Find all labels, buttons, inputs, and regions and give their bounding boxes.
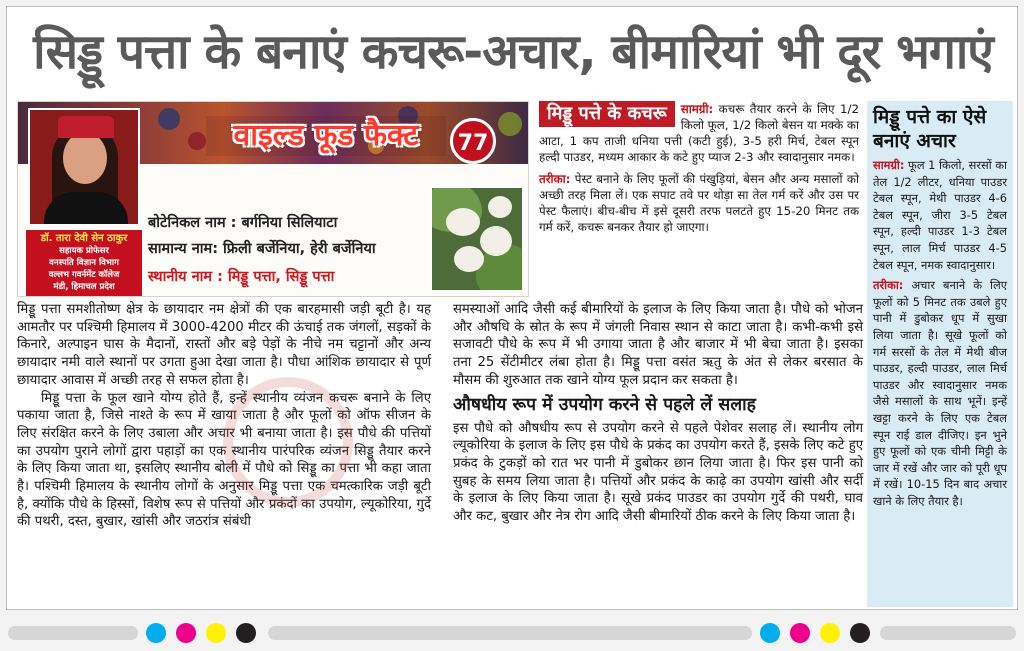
magenta-mark (790, 623, 810, 643)
article-paragraph-1: मिड्डू पत्ता समशीतोष्ण क्षेत्र के छायादार नम क्षेत्रों की एक बारहमासी जड़ी बूटी है। यह आमतौर पर पश्चिमी हिमालय में 3000-4200 मीटर की ऊंचाई तक जंगलों, सड़कों के किनारे, अल्पाइन घास के मैदानों, रास्तों और बड़े पेड़ों के नीचे नम चट्टानों और अन्य छायादार नमी वाले स्थानों पर उगता हुआ देखा जाता है। पौधा आंशिक छायादार से पूर्ण छायादार आवास में अच्छी तरह से सफल होता है। (17, 302, 431, 388)
author-department: वनस्पति विज्ञान विभाग (49, 258, 119, 268)
black-mark (850, 623, 870, 643)
local-name: स्थानीय नाम : मिड्डू पत्ता, सिड्डू पत्ता (148, 269, 335, 285)
botanical-name: बोटेनिकल नाम : बर्गनिया सिलियाटा (148, 215, 338, 231)
kachru-title: मिड्डू पत्ते के कचरू (539, 101, 675, 127)
achar-ingredients: फूल 1 किलो, सरसों का तेल 1/2 लीटर, धनिया पाउडर टेबल स्पून, मेथी पाउडर 4-6 टेबल स्पून, जीरा 3-5 टेबल स्पून, हल्दी पाउडर 1-3 टेबल स्पून, लाल मिर्च पाउडर 4-5 टेबल स्पून, नमक स्वादानुसार। (873, 158, 1008, 272)
kachru-method-label: तरीका: (539, 172, 571, 186)
common-name: सामान्य नाम: फ्रिली बर्जेनिया, हेरी बर्जेनिया (148, 241, 376, 257)
series-number-badge: 77 (450, 118, 496, 164)
headline: सिड्डू पत्ता के बनाएं कचरू-अचार, बीमारियां भी दूर भगाएं (33, 24, 993, 80)
article-column-2 (453, 301, 863, 526)
achar-ingredients-label: सामग्री: (873, 158, 905, 172)
author-name: डॉ. तारा देवी सेन ठाकुर (40, 233, 128, 244)
author-location: मंडी, हिमाचल प्रदेश (53, 282, 115, 292)
cyan-mark (760, 623, 780, 643)
achar-method: अचार बनाने के लिए फूलों को 5 मिनट तक उबले हुए पानी में डुबोकर धूप में सुखा लिया जाता है। सूखे फूलों को गर्म सरसों के तेल में मेथी बीज पाउडर, हल्दी पाउडर, लाल मिर्च पाउडर और स्वादानुसार नमक जैसे मसालों के साथ भूनें। इन्हें खट्टा करने के लिए एक टेबल स्पून राई डाल दीजिए। इन भुने हुए फूलों को एक चीनी मिट्टी के जार में रखें और जार को पूरी धूप में रखें। 10-15 दिन बाद अचार खाने के लिए तैयार है। (873, 278, 1007, 508)
magenta-mark (176, 623, 196, 643)
black-mark (236, 623, 256, 643)
kachru-ingredients-label: सामग्री: (680, 102, 714, 116)
kachru-recipe (539, 101, 859, 297)
author-college: वल्लभ गवर्नमेंट कॉलेज (48, 270, 120, 280)
newspaper-page (6, 6, 1018, 610)
print-registration-strip (0, 618, 1024, 648)
gray-bar (8, 626, 138, 640)
series-title: वाइल्ड फूड फैक्ट (206, 116, 446, 156)
achar-sidebar (867, 101, 1013, 607)
author-photo (28, 108, 140, 226)
article-subheading: औषधीय रूप में उपयोग करने से पहले लें सलाह (453, 394, 756, 415)
yellow-mark (206, 623, 226, 643)
achar-method-label: तरीका: (873, 278, 904, 293)
author-credit (26, 230, 142, 296)
gray-bar (880, 626, 1016, 640)
kachru-method: पेस्ट बनाने के लिए फूलों की पंखुड़ियां, बेसन और अन्य मसालों को अच्छी तरह मिला लें। एक सपाट तवे पर थोड़ा सा तेल गर्म करें और उस पर पेस्ट फैलाएं। बीच-बीच में इसे दूसरी तरफ पलटते हुए 15-20 मिनट तक गर्म करें, कचरू बनकर तैयार हो जाएगा। (539, 172, 859, 234)
gray-bar (268, 626, 752, 640)
yellow-mark (820, 623, 840, 643)
article-paragraph-3: समस्याओं आदि जैसी कई बीमारियों के इलाज के लिए किया जाता है। पौधे को भोजन और औषधि के स्रोत के रूप में जंगली निवास स्थान से काटा जाता है। कभी-कभी इसे सजावटी पौधे के रूप में भी उगाया जाता है और बाजार में भी बेचा जाता है। इसका तना 25 सेंटीमीटर लंबा होता है। मिड्डू पत्ता वसंत ऋतु के अंत से लेकर बरसात के मौसम की शुरुआत तक खाने योग्य फूल प्रदान कर सकता है। (453, 302, 863, 388)
flower-photo (430, 186, 524, 292)
kachru-ingredients: कचरू तैयार करने के लिए 1/2 किलो फूल, 1/2 किलो बेसन या मक्के का आटा, 1 कप ताजी धनिया पत्ती (कटी हुई), 3-5 हरी मिर्च, टेबल स्पून हल्दी पाउडर, मध्यम आकार के कटे हुए प्याज 2-3 और स्वादानुसार नमक। (539, 102, 859, 164)
cyan-mark (146, 623, 166, 643)
article-paragraph-4: इस पौधे को औषधीय रूप से उपयोग करने से पहले पेशेवर सलाह लें। स्थानीय लोग ल्यूकोरिया के इलाज के लिए इस पौधे के प्रकंद का उपयोग करते हैं, इसके लिए कटे हुए प्रकंद के टुकड़ों को रात भर पानी में डुबोकर छान लिया जाता है। फिर इस पानी को सुबह के समय लिया जाता है। पत्तियों और प्रकंद के काढ़े का उपयोग खांसी और सर्दी के इलाज के लिए किया जाता है। सूखे प्रकंद पाउडर का उपयोग गुर्दे की पथरी, घाव और कट, बुखार और नेत्र रोग आदि जैसी बीमारियों ठीक करने के लिए किया जाता है। (453, 420, 863, 525)
wild-food-banner (17, 101, 529, 297)
article-paragraph-2: मिड्डू पत्ता के फूल खाने योग्य होते हैं, इन्हें स्थानीय व्यंजन कचरू बनाने के लिए पकाया जाता है, जिसे नाश्ते के रूप में खाया जाता है और फूलों को ऑफ सीजन के लिए संरक्षित करने के लिए उबाला और अचार भी बनाया जाता है। इस पौधे की पत्तियों का उपयोग पुराने लोगों द्वारा पहाड़ों का एक स्थानीय पारंपरिक व्यंजन सिड्डू तैयार करने के लिए किया जाता था, इसलिए स्थानीय बोली में पौधे को सिड्डू का पत्ता भी कहा जाता है। पश्चिमी हिमालय के स्थानीय लोगों के अनुसार मिड्डू पत्ता एक चमत्कारिक जड़ी बूटी है, क्योंकि पौधे के हिस्सों, विशेष रूप से पत्तियों और प्रकंदों का उपयोग, ल्यूकोरिया, गुर्दे की पथरी, दस्त, बुखार, खांसी और जठरांत्र संबंधी (17, 390, 431, 530)
achar-title: मिड्डू पत्ते का ऐसे बनाएं अचार (873, 106, 987, 152)
article-column-1 (17, 301, 431, 531)
author-title: सहायक प्रोफेसर (59, 246, 109, 256)
